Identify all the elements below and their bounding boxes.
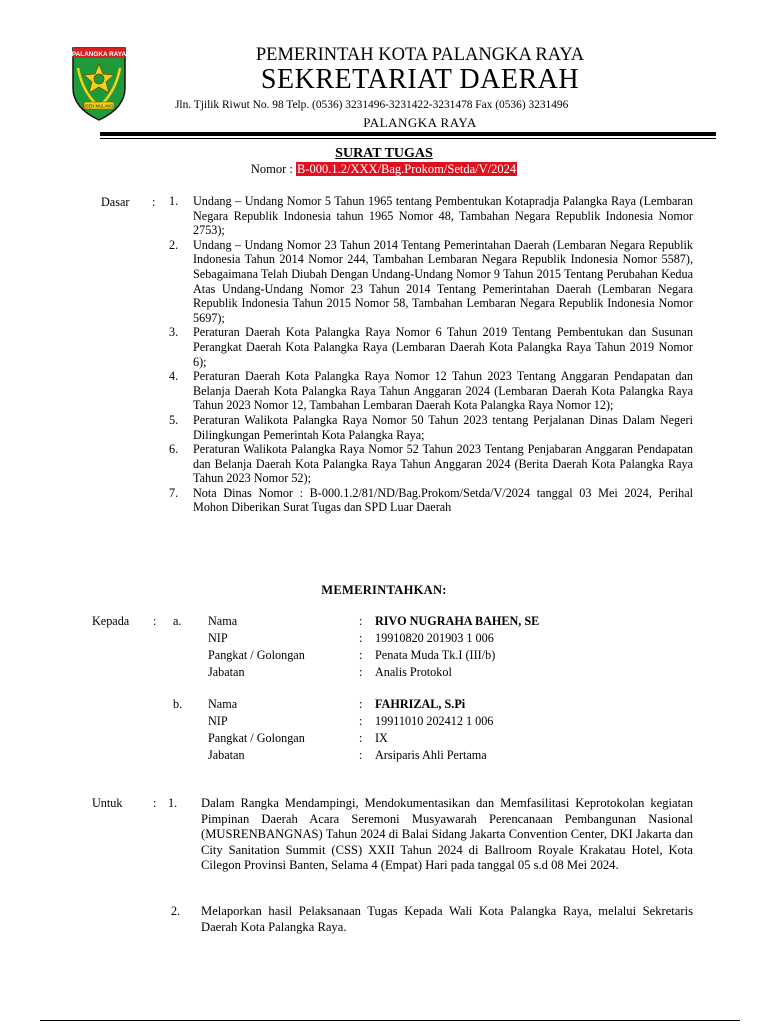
assignee-row-jabatan (0, 748, 768, 765)
field-value: 19910820 201903 1 006 (375, 631, 494, 645)
assignee-letter: b. (173, 697, 183, 711)
dasar-item-text: Undang – Undang Nomor 5 Tahun 1965 tentang Pembentukan Kotapradja Palangka Raya (Lembaran Negara Republik Indonesia tahun 1965 Nomor 48, Tambahan Negara Republik Indonesia Nomor 2753); (193, 194, 693, 238)
field-label: Jabatan (208, 748, 245, 762)
dasar-item-number: 5. (169, 412, 179, 427)
field-label: NIP (208, 714, 228, 728)
assignee-row-nama (0, 697, 768, 714)
page-bottom-rule (40, 1020, 740, 1021)
assignee-row-jabatan (0, 665, 768, 682)
dasar-colon: : (152, 195, 156, 209)
dasar-list (169, 194, 693, 515)
logo-motto: ISEN MULANG (84, 103, 114, 109)
office-city: PALANGKA RAYA (363, 115, 477, 130)
document-number-value: B-000.1.2/XXX/Bag.Prokom/Setda/V/2024 (297, 162, 517, 176)
dasar-item-text: Nota Dinas Nomor : B-000.1.2/81/ND/Bag.Prokom/Setda/V/2024 tanggal 03 Mei 2024, Perihal Mohon Diberikan Surat Tugas dan SPD Luar Daerah (193, 485, 693, 515)
untuk-colon: : (153, 796, 157, 810)
field-value: RIVO NUGRAHA BAHEN, SE (375, 614, 540, 628)
letterhead-divider-thick (100, 132, 716, 136)
dasar-item-number: 4. (169, 369, 179, 384)
document-number-label: Nomor : (250, 162, 297, 176)
field-label: Nama (208, 614, 238, 628)
letterhead-divider-thin (100, 138, 716, 139)
assignee-row-nip (0, 631, 768, 648)
dasar-item-text: Undang – Undang Nomor 23 Tahun 2014 Tentang Pemerintahan Daerah (Lembaran Negara Republik Indonesia Tahun 2014 Nomor 244, Tambahan Lembaran Negara Republik Indonesia Nomor 5587), Sebagaimana Telah Diubah Dengan Undang-Undang Nomor 9 Tahun 2015 Tentang Perubahan Kedua Atas Undang-Undang Nomor 23 Tahun 2014 Tentang Pemerintahan Daerah (Lembaran Negara Republik Indonesia Tahun 2015 Nomor 58, Tambahan Lembaran Negara Republik Indonesia Nomor 5697); (193, 237, 693, 325)
field-colon: : (359, 697, 363, 711)
untuk-label: Untuk (92, 796, 123, 810)
document-number-line (0, 162, 768, 177)
field-colon: : (359, 614, 363, 628)
dasar-item (169, 325, 693, 369)
field-colon: : (359, 631, 363, 645)
dasar-item-text: Peraturan Daerah Kota Palangka Raya Nomor 12 Tahun 2023 Tentang Anggaran Pendapatan dan Belanja Daerah Kota Palangka Raya Tahun Anggaran 2024 (Lembaran Daerah Kota Palangka Raya Tahun 2023 Nomor 12, Tambahan Lembaran Daerah Kota Palangka Raya Nomor 12); (193, 369, 693, 413)
field-colon: : (359, 731, 363, 745)
field-value: FAHRIZAL, S.Pi (375, 697, 466, 711)
field-colon: : (359, 665, 363, 679)
untuk-item-number: 1. (168, 796, 178, 810)
dasar-item (169, 369, 693, 413)
field-value: Analis Protokol (375, 665, 452, 679)
dasar-item-text: Peraturan Walikota Palangka Raya Nomor 50 Tahun 2023 tentang Perjalanan Dinas Dalam Negeri Dilingkungan Pemerintah Kota Palangka Raya; (193, 412, 693, 442)
dasar-item (169, 486, 693, 515)
field-value: 19911010 202412 1 006 (375, 714, 494, 728)
untuk-item-text: Dalam Rangka Mendampingi, Mendokumentasikan dan Memfasilitasi Keprotokolan kegiatan Pimpinan Daerah Acara Seremoni Musyawarah Perencanaan Pembangunan Nasional (MUSRENBANGNAS) Tahun 2024 di Balai Sidang Jakarta Convention Center, DKI Jakarta dan City Sanitation Summit (CSS) XXII Tahun 2024 di Ballroom Royale Krakatau Hotel, Kota Cilegon Provinsi Banten, Selama 4 (Empat) Hari pada tanggal 05 s.d 08 Mei 2024. (201, 796, 693, 873)
government-name: PEMERINTAH KOTA PALANGKA RAYA (255, 45, 585, 65)
dasar-item-number: 1. (169, 194, 179, 208)
field-colon: : (359, 714, 363, 728)
field-label: Pangkat / Golongan (208, 648, 305, 662)
dasar-item (169, 442, 693, 486)
assignee-row-pangkat (0, 648, 768, 665)
city-emblem-logo (70, 42, 128, 122)
document-title: SURAT TUGAS (335, 146, 433, 161)
dasar-item-text: Peraturan Daerah Kota Palangka Raya Nomor 6 Tahun 2019 Tentang Pembentukan dan Susunan Perangkat Daerah Kota Palangka Raya (Lembaran Daerah Kota Palangka Raya Tahun 2019 Nomor 6); (193, 325, 693, 369)
assignee-row-nama (0, 614, 768, 631)
field-label: NIP (208, 631, 228, 645)
field-value: IX (375, 731, 388, 745)
field-value: Penata Muda Tk.I (III/b) (375, 648, 496, 662)
dasar-item-text: Peraturan Walikota Palangka Raya Nomor 52 Tahun 2023 Tentang Penjabaran Anggaran Pendapatan dan Belanja Daerah Kota Palangka Raya Tahun Anggaran 2024 (Berita Daerah Kota Palangka Raya Tahun 2023 Nomor 52); (193, 442, 693, 486)
dasar-label: Dasar (101, 195, 130, 209)
field-colon: : (359, 748, 363, 762)
dasar-item (169, 238, 693, 326)
dasar-item-number: 3. (169, 325, 179, 340)
field-colon: : (359, 648, 363, 662)
letterhead (0, 0, 768, 140)
office-name: SEKRETARIAT DAERAH (260, 64, 580, 95)
dasar-item-number: 6. (169, 442, 179, 457)
kepada-label: Kepada (92, 614, 130, 628)
field-value: Arsiparis Ahli Pertama (375, 748, 487, 762)
dasar-item-number: 7. (169, 485, 179, 500)
dasar-item-number: 2. (169, 237, 179, 252)
assignee-row-pangkat (0, 731, 768, 748)
memerintahkan-heading: MEMERINTAHKAN: (321, 583, 447, 597)
dasar-item (169, 194, 693, 238)
assignee-row-nip (0, 714, 768, 731)
assignee-letter: a. (173, 614, 182, 628)
office-address: Jln. Tjilik Riwut No. 98 Telp. (0536) 3231496-3231422-3231478 Fax (0536) 3231496 (175, 99, 569, 111)
kepada-colon: : (153, 614, 157, 628)
field-label: Nama (208, 697, 238, 711)
untuk-item-text: Melaporkan hasil Pelaksanaan Tugas Kepada Wali Kota Palangka Raya, melalui Sekretaris Daerah Kota Palangka Raya. (201, 904, 693, 934)
logo-text: PALANGKA RAYA (71, 51, 127, 58)
field-label: Jabatan (208, 665, 245, 679)
field-label: Pangkat / Golongan (208, 731, 305, 745)
dasar-item (169, 413, 693, 442)
untuk-item-number: 2. (171, 904, 181, 918)
